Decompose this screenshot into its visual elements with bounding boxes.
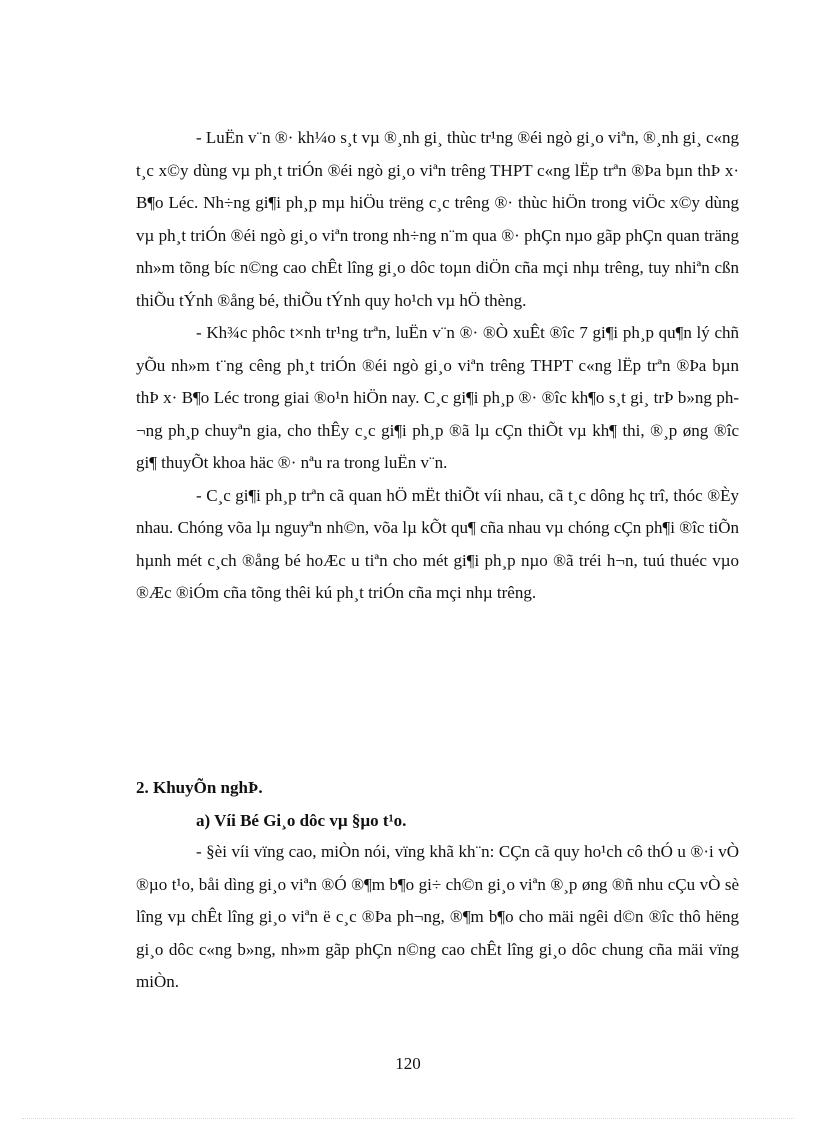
page-divider <box>22 1118 794 1119</box>
paragraph-solution-relationships: - C¸c gi¶i ph¸p trªn cã quan hÖ mËt thiÕt víi nhau, cã t¸c dông hç trî, thóc ®Èy nhau. Chóng võa lµ nguyªn nh©n, võa lµ kÕt qu¶ cña nhau vµ chóng cÇn ph¶i ®îc tiÕn hµnh mét c¸ch ®ång bé hoÆc u tiªn cho mét gi¶i ph¸p nµo ®ã tréi h¬n, tuú thuéc vµo ®Æc ®iÓm cña tõng thêi kú ph¸t triÓn cña mçi nhµ trêng. <box>136 485 739 602</box>
paragraph-survey-summary: - LuËn v¨n ®· kh¼o s¸t vµ ®¸nh gi¸ thùc tr¹ng ®éi ngò gi¸o viªn, ®¸nh gi¸ c«ng t¸c x©y dùng vµ ph¸t triÓn ®éi ngò gi¸o viªn trêng THPT c«ng lËp trªn ®Þa bµn thÞ x· B¶o Léc. Nh÷ng gi¶i ph¸p mµ hiÖu trëng c¸c trêng ®· thùc hiÖn trong viÖc x©y dùng vµ ph¸t triÓn ®éi ngò gi¸o viªn trong nh÷ng n¨m qua ®· phÇn nµo gãp phÇn quan träng nh»m tõng bíc n©ng cao chÊt lîng gi¸o dôc toµn diÖn cña mçi nhµ trêng, tuy nhiªn cßn thiÕu tÝnh ®ång bé, thiÕu tÝnh quy ho¹ch vµ hÖ thèng. <box>136 128 739 310</box>
section-heading-recommendations: 2. KhuyÕn nghÞ. <box>136 778 263 797</box>
paragraph-proposed-solutions: - Kh¾c phôc t×nh tr¹ng trªn, luËn v¨n ®· ®Ò xuÊt ®îc 7 gi¶i ph¸p qu¶n lý chñ yÕu nh»m t¨ng cêng ph¸t triÓn ®éi ngò gi¸o viªn trêng THPT c«ng lËp trªn ®Þa bµn thÞ x· B¶o Léc trong giai ®o¹n hiÖn nay. C¸c gi¶i ph¸p ®· ®îc kh¶o s¸t gi¸ trÞ b»ng ph¬ng ph¸p chuyªn gia, cho thÊy c¸c gi¶i ph¸p ®ã lµ cÇn thiÕt vµ kh¶ thi, ®¸p øng ®îc gi¶ thuyÕt khoa häc ®· nªu ra trong luËn v¨n. <box>136 323 739 472</box>
body-text-bottom <box>136 836 739 999</box>
body-text-top <box>136 122 739 610</box>
page-number: 120 <box>395 1054 421 1073</box>
paragraph-remote-areas: - §èi víi vïng cao, miÒn nói, vïng khã kh¨n: CÇn cã quy ho¹ch cô thÓ u ®·i vÒ ®µo t¹o, båi dìng gi¸o viªn ®Ó ®¶m b¶o gi÷ ch©n gi¸o viªn ®¸p øng ®ñ nhu cÇu vÒ sè lîng vµ chÊt lîng gi¸o viªn ë c¸c ®Þa ph¬ng, ®¶m b¶o cho mäi ngêi d©n ®îc thô hëng gi¸o dôc c«ng b»ng, nh»m gãp phÇn n©ng cao chÊt lîng gi¸o dôc chung cña mäi vïng miÒn. <box>136 842 739 991</box>
subsection-heading-ministry: a) Víi Bé Gi¸o dôc vµ §µo t¹o. <box>196 811 407 830</box>
